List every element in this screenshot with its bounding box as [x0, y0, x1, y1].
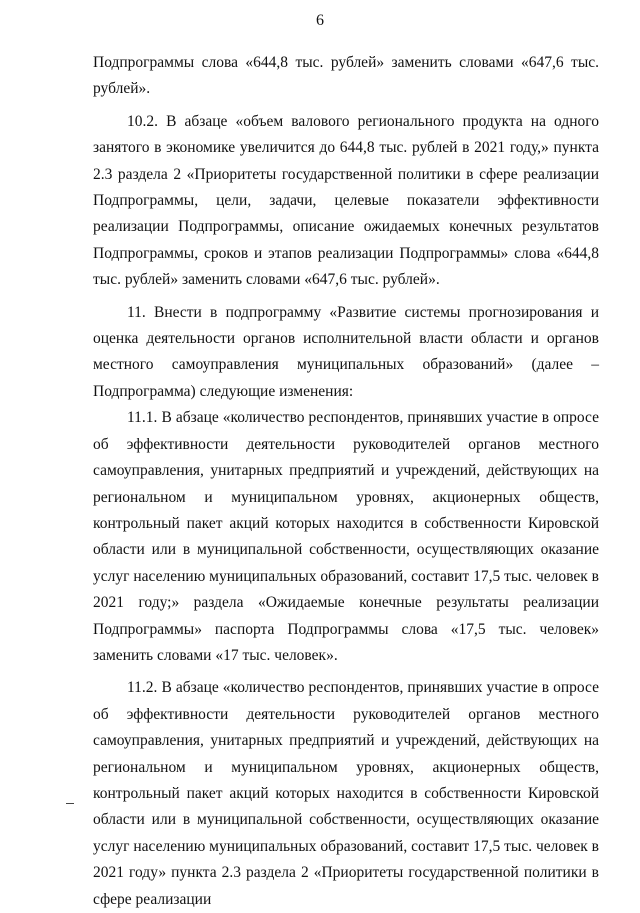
margin-mark	[66, 803, 74, 804]
paragraph-10-2: 10.2. В абзаце «объем валового регионального продукта на одного занятого в экономике увеличится до 644,8 тыс. рублей в 2021 году,» пункта 2.3 раздела 2 «Приоритеты государственной политики в сфере реализации Подпрограммы, цели, задачи, целевые показатели эффективности реализации Подпрограммы, описание ожидаемых конечных результатов Подпрограммы, сроков и этапов реализации Подпрограммы» слова «644,8 тыс. рублей» заменить словами «647,6 тыс. рублей».	[93, 112, 599, 289]
document-body	[93, 50, 599, 913]
paragraph-11-2: 11.2. В абзаце «количество респондентов, принявших участие в опросе об эффективности деятельности руководителей органов местного самоуправления, унитарных предприятий и учреждений, действующих на региональном и муниципальном уровнях, акционерных обществ, контрольный пакет акций которых находится в собственности Кировской области или в муниципальной собственности, осуществляющих оказание услуг населению муниципальных образований, составит 17,5 тыс. человек в 2021 году» пункта 2.3 раздела 2 «Приоритеты государственной политики в сфере реализации	[93, 679, 599, 908]
paragraph-11-1: 11.1. В абзаце «количество респондентов, принявших участие в опросе об эффективности деятельности руководителей органов местного самоуправления, унитарных предприятий и учреждений, действующих на региональном и муниципальном уровнях, акционерных обществ, контрольный пакет акций которых находится в собственности Кировской области или в муниципальной собственности, осуществляющих оказание услуг населению муниципальных образований, составит 17,5 тыс. человек в 2021 году;» раздела «Ожидаемые конечные результаты реализации Подпрограммы» паспорта Подпрограммы слова «17,5 тыс. человек» заменить словами «17 тыс. человек».	[93, 409, 599, 664]
paragraph-continuation: Подпрограммы слова «644,8 тыс. рублей» заменить словами «647,6 тыс. рублей».	[93, 54, 599, 98]
paragraph-11: 11. Внести в подпрограмму «Развитие системы прогнозирования и оценка деятельности органов исполнительной власти области и органов местного самоуправления муниципальных образований» (далее – Подпрограмма) следующие изменения:	[93, 303, 599, 400]
page-number: 6	[316, 12, 324, 29]
